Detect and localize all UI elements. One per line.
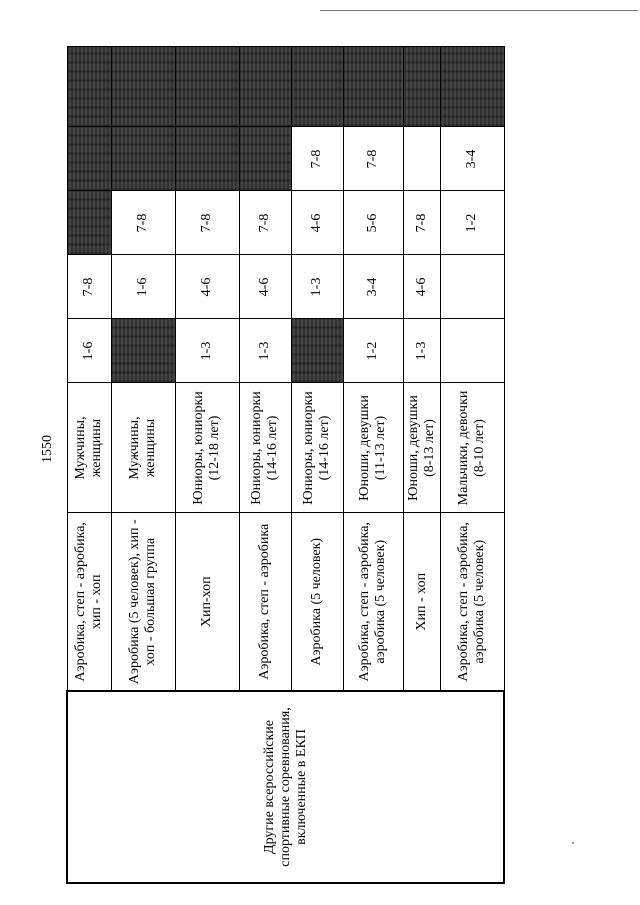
- place-cell-shaded: [111, 127, 175, 191]
- rotated-table-wrapper: [66, 48, 502, 884]
- place-cell: 1-3: [291, 255, 343, 319]
- group-cell: Юноши, девушки (8-13 лет): [403, 383, 440, 513]
- competition-table: [66, 47, 505, 885]
- place-cell: 5-6: [343, 191, 403, 255]
- place-cell: 7-8: [343, 127, 403, 191]
- group-cell: Мальчики, девочки (8-10 лет): [440, 383, 504, 513]
- place-cell-shaded: [343, 47, 403, 127]
- place-cell: 1-2: [343, 319, 403, 383]
- place-cell-shaded: [175, 127, 239, 191]
- place-cell: 3-4: [440, 127, 504, 191]
- place-cell-shaded: [67, 127, 111, 191]
- category-cell: Другие всероссийские спортивные соревнования, включенные в ЕКП: [67, 691, 504, 883]
- place-cell-shaded: [111, 47, 175, 127]
- place-cell: 1-6: [67, 319, 111, 383]
- top-rule: [320, 10, 638, 11]
- group-cell: Мужчины, женщины: [67, 383, 111, 513]
- discipline-cell: Аэробика, степ - аэробика: [239, 513, 291, 691]
- discipline-cell: Аэробика, степ - аэробика, хип - хоп: [67, 513, 111, 691]
- scan-speck: [572, 842, 574, 844]
- group-cell: Юноши, девушки (11-13 лет): [343, 383, 403, 513]
- place-cell-shaded: [67, 47, 111, 127]
- place-cell-empty: [403, 127, 440, 191]
- place-cell-shaded: [111, 319, 175, 383]
- page-number: 1550: [40, 435, 55, 463]
- discipline-cell: Аэробика, степ - аэробика, аэробика (5 человек): [343, 513, 403, 691]
- place-cell-shaded: [239, 47, 291, 127]
- place-cell: 1-6: [111, 255, 175, 319]
- place-cell: 4-6: [239, 255, 291, 319]
- place-cell: 7-8: [175, 191, 239, 255]
- place-cell: 1-2: [440, 191, 504, 255]
- place-cell: 7-8: [403, 191, 440, 255]
- place-cell-shaded: [403, 47, 440, 127]
- place-cell-shaded: [291, 47, 343, 127]
- place-cell: 4-6: [175, 255, 239, 319]
- place-cell: 3-4: [343, 255, 403, 319]
- group-cell: Мужчины, женщины: [111, 383, 175, 513]
- discipline-cell: Аэробика (5 человек): [291, 513, 343, 691]
- place-cell: 7-8: [111, 191, 175, 255]
- place-cell-empty: [440, 319, 504, 383]
- place-cell-shaded: [175, 47, 239, 127]
- group-cell: Юниоры, юниорки (12-18 лет): [175, 383, 239, 513]
- group-cell: Юниоры, юниорки (14-16 лет): [239, 383, 291, 513]
- discipline-cell: Хип-хоп: [175, 513, 239, 691]
- place-cell-shaded: [440, 47, 504, 127]
- place-cell: 7-8: [239, 191, 291, 255]
- place-cell: 1-3: [239, 319, 291, 383]
- table-row: [67, 47, 111, 883]
- place-cell: 7-8: [67, 255, 111, 319]
- group-cell: Юниоры, юниорки (14-16 лет): [291, 383, 343, 513]
- place-cell: 1-3: [175, 319, 239, 383]
- place-cell: 1-3: [403, 319, 440, 383]
- place-cell-empty: [440, 255, 504, 319]
- discipline-cell: Хип - хоп: [403, 513, 440, 691]
- place-cell-shaded: [67, 191, 111, 255]
- place-cell-shaded: [239, 127, 291, 191]
- discipline-cell: Аэробика, степ - аэробика, аэробика (5 человек): [440, 513, 504, 691]
- place-cell: 4-6: [291, 191, 343, 255]
- place-cell: 7-8: [291, 127, 343, 191]
- discipline-cell: Аэробика (5 человек), хип - хоп - большая группа: [111, 513, 175, 691]
- place-cell-shaded: [291, 319, 343, 383]
- place-cell: 4-6: [403, 255, 440, 319]
